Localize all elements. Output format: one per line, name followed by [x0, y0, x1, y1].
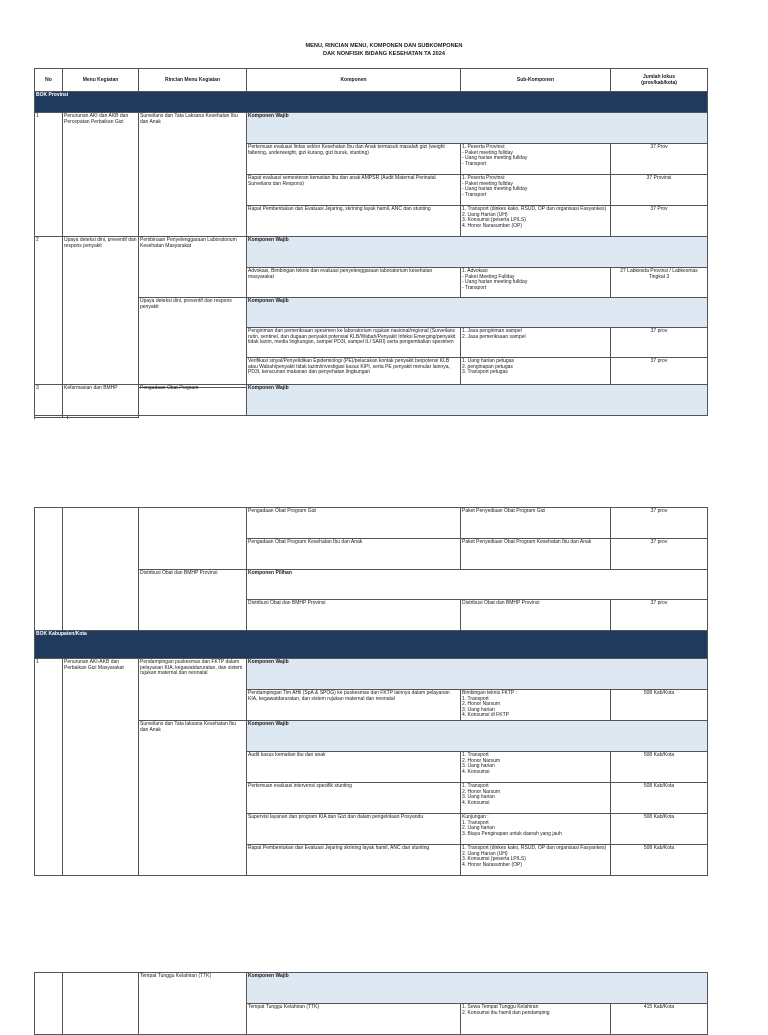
table-row — [35, 973, 708, 1004]
cell-menu — [63, 508, 139, 631]
table-row — [35, 659, 708, 690]
cell-rincian — [139, 508, 247, 570]
table-row — [35, 237, 708, 268]
cell-sub-komponen: 1. Advokasi - Paket Meeting Fullday - Uang harian meeting fullday - Transport — [461, 268, 611, 298]
cell-sub-komponen: 1. Jasa pengiriman sampel 2. Jasa pemeriksaan sampel — [461, 328, 611, 358]
cell-rincian: Distribusi Obat dan BMHP Provinsi — [139, 570, 247, 631]
table-page-2 — [34, 507, 708, 876]
table-page-1 — [34, 68, 708, 418]
cell-menu: Upaya deteksi dini, preventif dan respons penyakit — [63, 237, 139, 418]
cell-lokus: 508 Kab/Kota — [611, 783, 708, 814]
cell-sub-komponen: 1. Transport 2. Honor Narsum 3. Uang harian 4. Konsumsi — [461, 783, 611, 814]
cell-rincian: Pembinaan Penyelenggaraan Laboratorium Kesehatan Masyarakat — [139, 237, 247, 298]
cell-sub-komponen: Kunjungan : 1. Transport 2. Uang harian 3. Biaya Penginapan untuk daerah yang jauh — [461, 814, 611, 845]
cell-komponen: Distribusi Obat dan BMHP Provinsi — [247, 600, 461, 631]
cell-sub-komponen: 1. Peserta Provinsi: - Paket meeting fullday - Uang harian meeting fullday - Transport — [461, 144, 611, 175]
cell-komponen: Pertemuan evaluasi lintas sektor Kesehatan Ibu dan Anak termasuk masalah gizi (weight faltering, underweight, gizi kurang, gizi buruk, stunting) — [247, 144, 461, 175]
header-sub-komponen: Sub-Komponen — [461, 69, 611, 92]
cell-no — [35, 973, 63, 1035]
cell-lokus: 415 Kab/Kota — [611, 1004, 708, 1035]
komponen-wajib-label: Komponen Wajib — [247, 113, 708, 144]
cell-sub-komponen: 1. Transport 2. Honor Narsum 3. Uang harian 4. Konsumsi — [461, 752, 611, 783]
cell-lokus: 508 Kab/Kota — [611, 752, 708, 783]
komponen-wajib-label: Komponen Wajib — [247, 237, 708, 268]
cell-lokus: 508 Kab/Kota — [611, 814, 708, 845]
table-header-row — [35, 69, 708, 92]
komponen-pilihan-label: Komponen Pilihan — [247, 570, 708, 600]
komponen-wajib-label: Komponen Wajib — [247, 973, 708, 1004]
cell-lokus: 37 prov — [611, 539, 708, 570]
header-no: No — [35, 69, 63, 92]
cell-lokus: 508 Kab/Kota — [611, 690, 708, 721]
cell-menu: Penurunan AKI-AKB dan Perbaikan Gizi Masyarakat — [63, 659, 139, 876]
table-page-1-row-3 — [34, 384, 708, 416]
cell-komponen: Supervisi layanan dan program KIA dan Gizi dan dalam pengelolaan Posyandu — [247, 814, 461, 845]
cell-komponen: Pengadaan Obat Program Kesehatan Ibu dan Anak — [247, 539, 461, 570]
cell-komponen: Pertemuan evaluasi intervensi spesifik stunting — [247, 783, 461, 814]
cell-lokus: 37 prov — [611, 508, 708, 539]
header-jumlah-lokus: Jumlah lokus (prov/kab/kota) — [611, 69, 708, 92]
table-row — [35, 113, 708, 144]
table-row — [35, 508, 708, 539]
cell-lokus: 37 prov — [611, 358, 708, 388]
cell-sub-komponen: Bimbingan teknis FKTP : 1. Transport 2. Honor Narsum 3. Uang harian 4. Konsumsi di FKTP — [461, 690, 611, 721]
header-rincian-menu: Rincian Menu Kegiatan — [139, 69, 247, 92]
cell-rincian: Pendampingan puskesmas dan FKTP dalam pelayanan KIA, kegawatdaruratan, dan sistem rujukan maternal dan neonatal — [139, 659, 247, 721]
cell-komponen: Verifikasi sinyal/Penyelidikan Epidemiologi (PE)/pelacakan kontak penyakit berpotensi KLB atau Wabah/penyakit tidak lazim/investigasi kasus KIPI, serta PE penyakit menular lainnya, PD3I, keracunan makanan dan penyehatan lingkungan — [247, 358, 461, 388]
komponen-wajib-label: Komponen Wajib — [247, 659, 708, 690]
column-line — [67, 415, 68, 419]
column-line — [34, 415, 35, 419]
cell-rincian: Surveilans dan Tata laksana Kesehatan Ibu dan Anak — [139, 721, 247, 876]
table-row — [35, 385, 708, 416]
cell-rincian: Pengadaan Obat Program — [139, 385, 247, 416]
cell-sub-komponen: 1. Peserta Provinsi: - Paket meeting fullday - Uang harian meeting fullday - Transport — [461, 175, 611, 206]
cell-menu — [63, 973, 139, 1035]
cell-rincian: Upaya deteksi dini, preventif dan respons penyakit — [139, 298, 247, 388]
document-title-line2: DAK NONFISIK BIDANG KESEHATAN TA 2024 — [323, 51, 445, 57]
cell-sub-komponen: Paket Penyediaan Obat Program Gizi — [461, 508, 611, 539]
header-komponen: Komponen — [247, 69, 461, 92]
cell-no — [35, 508, 63, 631]
cell-komponen: Tempat Tunggu Kelahiran (TTK) — [247, 1004, 461, 1035]
komponen-wajib-label: Komponen Wajib — [247, 721, 708, 752]
cell-komponen: Advokasi, Bimbingan teknis dan evaluasi penyelenggaraan laboratorium kesehatan masyarakat — [247, 268, 461, 298]
cell-komponen: Rapat Pembentukan dan Evaluasi Jejaring, skrining layak hamil, ANC dan stunting — [247, 206, 461, 237]
cell-komponen: Pengiriman dan pemeriksaan spesimen ke laboratorium rujukan nasional/regional (Surveilans rutin, sentinel, dan dugaan penyakit potensial KLB/Wabah/Penyakit Infeksi Emerging/penyakit tidak lazim, media lingkungan, sampel PD3I, sampel ILI SARI) serta pengembalian spesimen — [247, 328, 461, 358]
cell-lokus: 37 Prov — [611, 144, 708, 175]
cell-komponen: Rapat Pembentukan dan Evaluasi Jejaring skrining layak hamil, ANC dan stunting — [247, 845, 461, 876]
cell-sub-komponen: 1. Transport (dinkes kako, RSUD, OP dan organisasi Fasyankes) 2. Uang Harian (UH) 3. Konsumsi (peserta LP/LS) 4. Honor Narasumber (OP) — [461, 845, 611, 876]
cell-lokus: 37 Prov — [611, 206, 708, 237]
cell-no: 1 — [35, 659, 63, 876]
komponen-wajib-label: Komponen Wajib — [247, 385, 708, 416]
cell-no: 1 — [35, 113, 63, 237]
cell-komponen: Pendampingan Tim AHli (SpA & SPOG) ke puskesmas dan FKTP lainnya dalam pelayanan KIA, kegawatdaruratan, dan sistem rujukan maternal dan neonatal — [247, 690, 461, 721]
cell-lokus: 37 Provinsi — [611, 175, 708, 206]
cell-komponen: Rapat evaluasi semesteran kematian ibu dan anak AMPSR (Audit Maternal Perinatal Surveilans dan Respons) — [247, 175, 461, 206]
cell-lokus: 37 prov — [611, 600, 708, 631]
cell-lokus: 37 prov — [611, 328, 708, 358]
section-label: BOK Kabupaten/Kota — [35, 631, 708, 659]
cell-sub-komponen: Distribusi Obat dan BMHP Provinsi — [461, 600, 611, 631]
cell-menu: Penurunan AKI dan AKB dan Percepatan Perbaikan Gizi — [63, 113, 139, 237]
document-title-line1: MENU, RINCIAN MENU, KOMPONEN DAN SUBKOMPONEN — [305, 43, 463, 49]
header-menu-kegiatan: Menu Kegiatan — [63, 69, 139, 92]
section-label: BOK Provinsi — [35, 92, 708, 113]
cell-komponen: Audit kasus kematian ibu dan anak — [247, 752, 461, 783]
table-page-3 — [34, 972, 708, 1035]
section-row-bok-kabkota — [35, 631, 708, 659]
cell-sub-komponen: 1. Sewa Tempat Tunggu Kelahiran 2. Konsumsi ibu hamil dan pendamping — [461, 1004, 611, 1035]
cell-sub-komponen: 1. Transport (dinkes kako, RSUD, OP dan organisasi Fasyankes) 2. Uang Harian (UH) 3. Konsumsi (peserta LP/LS) 4. Honor Narasumber (OP) — [461, 206, 611, 237]
cell-rincian: Surveilans dan Tata Laksana Kesehatan Ibu dan Anak — [139, 113, 247, 237]
komponen-wajib-label: Komponen Wajib — [247, 298, 708, 328]
cell-menu: Kefarmasian dan BMHP — [63, 385, 139, 416]
cell-no: 3 — [35, 385, 63, 416]
cell-rincian: Tempat Tunggu Kelahiran (TTK) — [139, 973, 247, 1035]
cell-lokus: 27 Labkesda Provinsi / Labkesmas Tingkat 3 — [611, 268, 708, 298]
cell-sub-komponen: Paket Penyediaan Obat Program Kesehatan Ibu dan Anak — [461, 539, 611, 570]
section-row-bok-provinsi — [35, 92, 708, 113]
cell-no: 2 — [35, 237, 63, 418]
cell-sub-komponen: 1. Uang harian petugas 2. penginapan petugas 3. Transport petugas — [461, 358, 611, 388]
cell-komponen: Pengadaan Obat Program Gizi — [247, 508, 461, 539]
cell-lokus: 508 Kab/Kota — [611, 845, 708, 876]
